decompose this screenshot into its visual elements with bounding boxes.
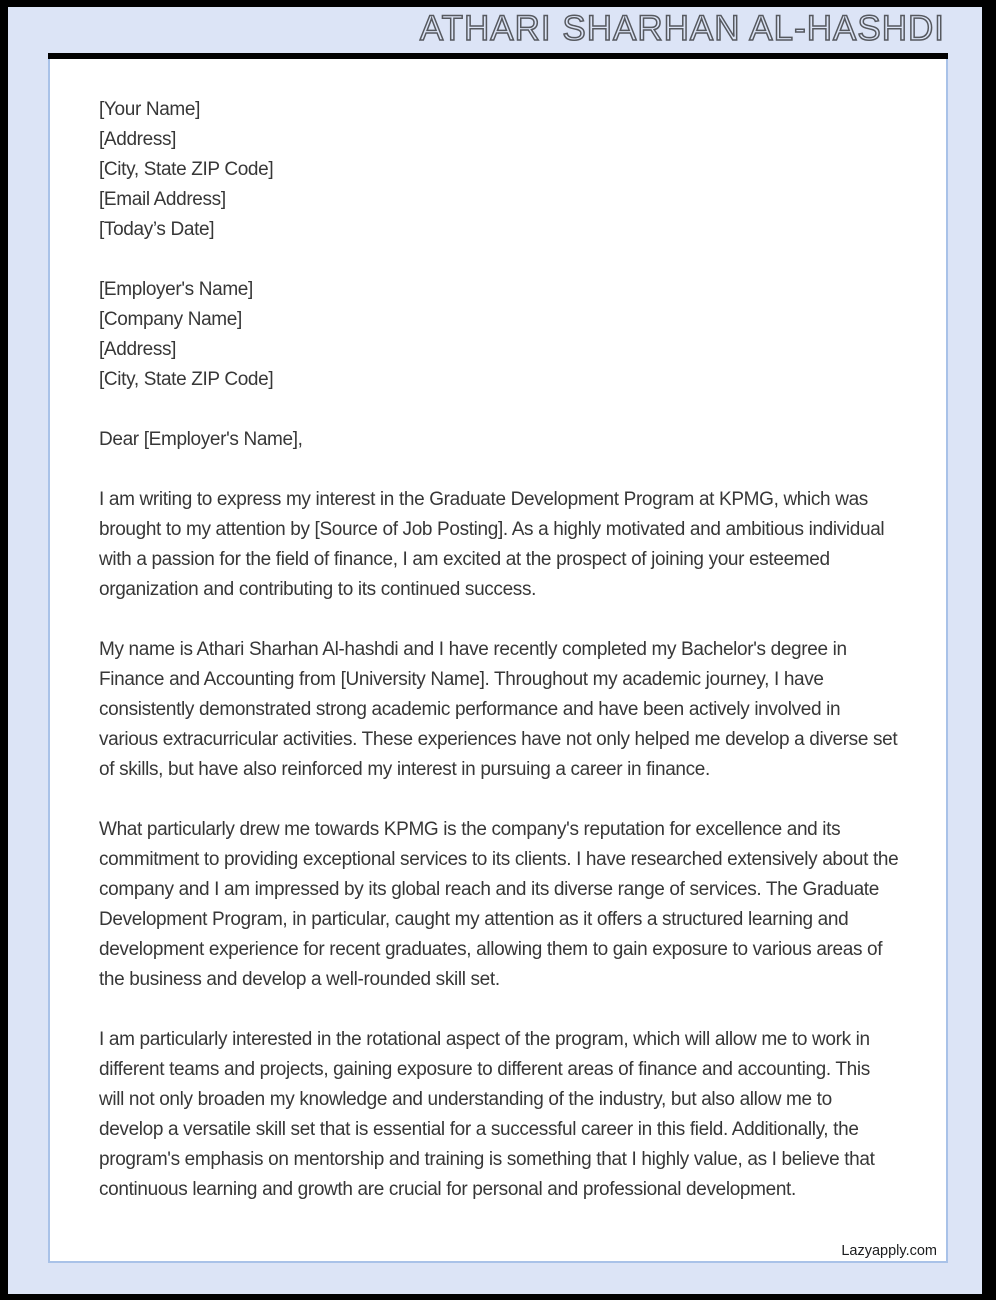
salutation: Dear [Employer's Name], (99, 429, 303, 450)
sender-date-line: [Today’s Date] (99, 219, 215, 240)
recipient-company-line: [Company Name] (99, 309, 242, 330)
recipient-name-line: [Employer's Name] (99, 279, 253, 300)
letter-canvas (8, 7, 982, 1294)
sender-block (99, 95, 899, 245)
sender-city-line: [City, State ZIP Code] (99, 159, 274, 180)
recipient-block (99, 275, 899, 395)
recipient-address-line: [Address] (99, 339, 177, 360)
paragraph-company-interest: What particularly drew me towards KPMG is the company's reputation for excellence and its commitment to providing exceptional services to its clients. I have researched extensively about the company and I am impressed by its global reach and its diverse range of services. The Graduate Development Program, in particular, caught my attention as it offers a structured learning and development experience for recent graduates, allowing them to gain exposure to various areas of the business and develop a well-rounded skill set. (99, 819, 899, 990)
letter-body (50, 59, 946, 1205)
lazyapply-watermark-link[interactable]: Lazyapply.com (841, 1243, 937, 1259)
letter-page (48, 59, 948, 1263)
paragraph-program-interest: I am particularly interested in the rotational aspect of the program, which will allow me to work in different teams and projects, gaining exposure to different areas of finance and accounting. This will not only broaden my knowledge and understanding of the industry, but also allow me to develop a versatile skill set that is essential for a successful career in this field. Additionally, the program's emphasis on mentorship and training is something that I highly value, as I believe that continuous learning and growth are crucial for personal and professional development. (99, 1029, 875, 1200)
candidate-name-heading: ATHARI SHARHAN AL-HASHDI (419, 9, 945, 48)
paragraph-intro: I am writing to express my interest in the Graduate Development Program at KPMG, which was brought to my attention by [Source of Job Posting]. As a highly motivated and ambitious individual with a passion for the field of finance, I am excited at the prospect of joining your esteemed organization and contributing to its continued success. (99, 489, 885, 600)
sender-address-line: [Address] (99, 129, 177, 150)
sender-email-line: [Email Address] (99, 189, 226, 210)
sender-name-line: [Your Name] (99, 99, 201, 120)
paragraph-background: My name is Athari Sharhan Al-hashdi and I have recently completed my Bachelor's degree in Finance and Accounting from [University Name]. Throughout my academic journey, I have consistently demonstrated strong academic performance and have been actively involved in various extracurricular activities. These experiences have not only helped me develop a diverse set of skills, but have also reinforced my interest in pursuing a career in finance. (99, 639, 898, 780)
recipient-city-line: [City, State ZIP Code] (99, 369, 274, 390)
